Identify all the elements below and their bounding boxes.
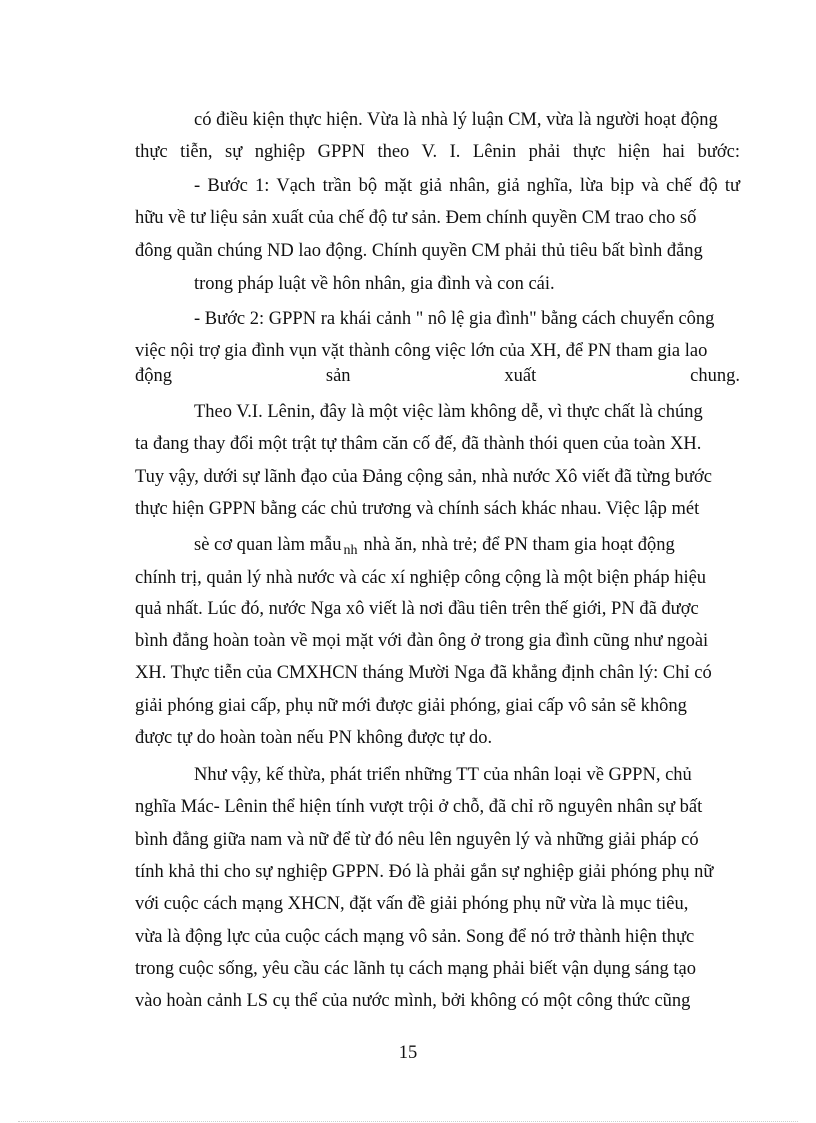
text-line-28: vào hoàn cảnh LS cụ thể của nước mình, bởi không có một công thức cũng (135, 991, 691, 1011)
text-line-20: được tự do hoàn toàn nếu PN không được tự do. (135, 728, 493, 748)
text-line-15: chính trị, quản lý nhà nước và các xí nghiệp công cộng là một biện pháp hiệu (135, 568, 707, 588)
text-line-17: bình đẳng hoàn toàn về mọi mặt với đàn ông ở trong gia đình cũng như ngoài (135, 631, 709, 651)
text-line-14-part-2: nhà ăn, nhà trẻ; để PN tham gia hoạt động (363, 535, 675, 555)
text-line-25: với cuộc cách mạng XHCN, đặt vấn đề giải phóng phụ nữ vừa là mục tiêu, (135, 894, 689, 914)
text-line-11: ta đang thay đổi một trật tự thâm căn cố đế, đã thành thói quen của toàn XH. (135, 434, 702, 454)
text-line-14-part-1: sè cơ quan làm mẫu (194, 535, 342, 555)
text-line-26: vừa là động lực của cuộc cách mạng vô sản. Song để nó trở thành hiện thực (135, 927, 695, 947)
text-line-6: trong pháp luật về hôn nhân, gia đình và con cái. (194, 274, 555, 294)
text-line-18: XH. Thực tiễn của CMXHCN tháng Mười Nga đã khẳng định chân lý: Chỉ có (135, 663, 712, 683)
text-line-14-fragment: nh (343, 543, 358, 558)
text-line-23: bình đẳng giữa nam và nữ để từ đó nêu lên nguyên lý và những giải pháp có (135, 830, 699, 850)
text-line-12: Tuy vậy, dưới sự lãnh đạo của Đảng cộng sản, nhà nước Xô viết đã từng bước (135, 467, 712, 487)
text-line-3: - Bước 1: Vạch trần bộ mặt giả nhân, giả nghĩa, lừa bịp và chế độ tư (194, 176, 740, 196)
text-line-13: thực hiện GPPN bằng các chủ trương và chính sách khác nhau. Việc lập mét (135, 499, 700, 519)
text-line-22: nghĩa Mác- Lênin thể hiện tính vượt trội ở chỗ, đã chỉ rõ nguyên nhân sự bất (135, 797, 703, 817)
page-bottom-rule (18, 1121, 798, 1122)
text-line-16: quả nhất. Lúc đó, nước Nga xô viết là nơi đầu tiên trên thế giới, PN đã được (135, 599, 699, 619)
text-line-27: trong cuộc sống, yêu cầu các lãnh tụ cách mạng phải biết vận dụng sáng tạo (135, 959, 696, 979)
text-line-2: thực tiễn, sự nghiệp GPPN theo V. I. Lênin phải thực hiện hai bước: (135, 142, 740, 162)
text-line-4: hữu về tư liệu sản xuất của chế độ tư sản. Đem chính quyền CM trao cho số (135, 208, 697, 228)
text-line-7: - Bước 2: GPPN ra khái cảnh " nô lệ gia đình" bằng cách chuyển công (194, 309, 715, 329)
text-line-8: việc nội trợ gia đình vụn vặt thành công việc lớn của XH, để PN tham gia lao (135, 341, 708, 361)
text-line-21: Như vậy, kế thừa, phát triển những TT của nhân loại về GPPN, chủ (194, 765, 692, 785)
text-line-5: đông quần chúng ND lao động. Chính quyền CM phải thủ tiêu bất bình đẳng (135, 241, 703, 261)
text-line-14 (194, 533, 675, 563)
text-line-24: tính khả thi cho sự nghiệp GPPN. Đó là phải gắn sự nghiệp giải phóng phụ nữ (135, 862, 714, 882)
text-line-10: Theo V.I. Lênin, đây là một việc làm không dễ, vì thực chất là chúng (194, 402, 703, 422)
text-line-1: có điều kiện thực hiện. Vừa là nhà lý luận CM, vừa là người hoạt động (194, 110, 718, 130)
text-line-19: giải phóng giai cấp, phụ nữ mới được giải phóng, giai cấp vô sản sẽ không (135, 696, 687, 716)
text-line-9: động sản xuất chung. (135, 366, 740, 386)
page-number: 15 (398, 1043, 418, 1063)
